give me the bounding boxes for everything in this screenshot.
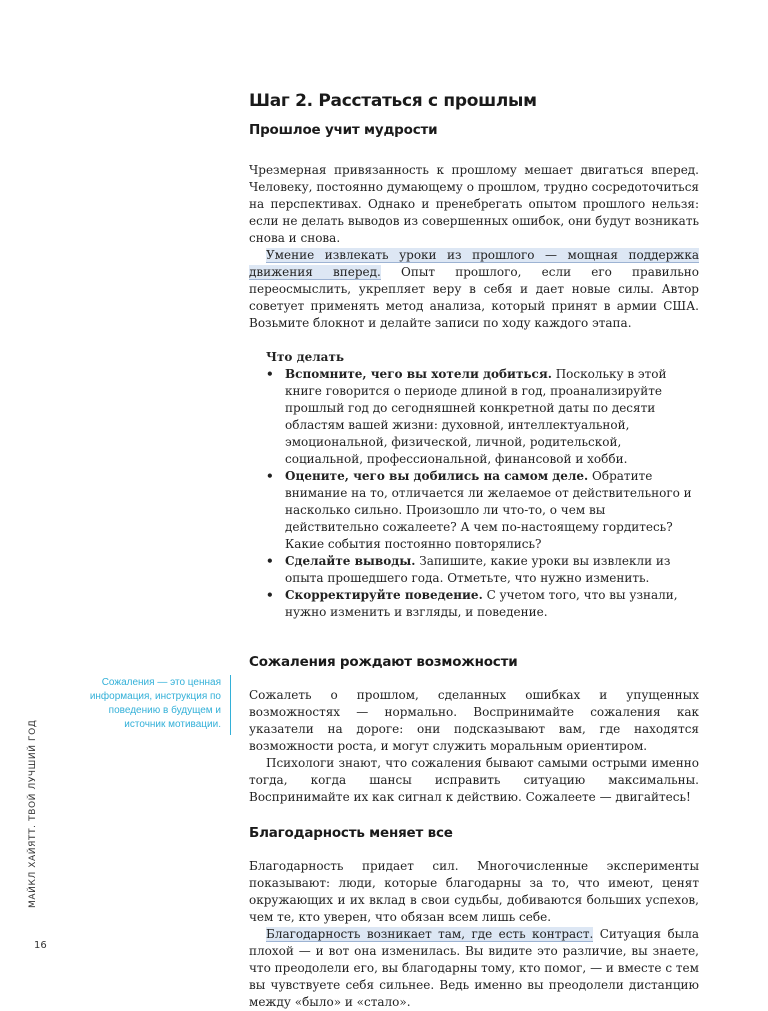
section-heading-gratitude: Благодарность меняет все — [249, 825, 453, 841]
list-item — [266, 468, 698, 553]
section-heading-regrets: Сожаления рождают возможности — [249, 654, 518, 670]
margin-note-rule — [230, 675, 231, 735]
highlighted-text: Благодарность возникает там, где есть контраст. — [266, 927, 594, 941]
paragraph — [249, 247, 699, 332]
todo-list — [266, 366, 698, 621]
list-item — [266, 587, 698, 621]
list-item-text: Поскольку в этой книге говорится о периоде длиной в год, проанализируйте прошлый год до сегодняшней конкретной даты по десяти областям вашей жизни: духовной, интеллектуальной, эмоциональной, физической, личной, родительской, социальной, профессиональной, финансовой и хобби. — [285, 367, 667, 466]
step-heading: Шаг 2. Расстаться с прошлым — [249, 91, 537, 111]
todo-title: Что делать — [266, 350, 345, 364]
list-item-lead: Скорректируйте поведение. — [285, 588, 483, 602]
list-item-text: Обратите внимание на то, отличается ли желаемое от действительного и насколько сильно. Произошло ли что-то, о чем вы действительно сожалеете? А чем по-настоящему гордитесь? Какие события постоянно повторялись? — [285, 469, 692, 551]
list-item-text: С учетом того, что вы узнали, нужно изменить и взгляды, и поведение. — [285, 588, 678, 619]
paragraph: Чрезмерная привязанность к прошлому мешает двигаться вперед. Человеку, постоянно думающему о прошлом, трудно сосредоточиться на перспективах. Однако и пренебрегать опытом прошлого нельзя: если не делать выводов из совершенных ошибок, они будут возникать снова и снова. — [249, 163, 699, 245]
list-item-text: Запишите, какие уроки вы извлекли из опыта прошедшего года. Отметьте, что нужно изменить. — [285, 554, 671, 585]
list-item-lead: Сделайте выводы. — [285, 554, 416, 568]
list-item-lead: Вспомните, чего вы хотели добиться. — [285, 367, 552, 381]
list-item-lead: Оцените, чего вы добились на самом деле. — [285, 469, 589, 483]
list-item — [266, 553, 698, 587]
margin-note: Сожаления — это ценная информация, инструкция по поведению в будущем и источник мотивации. — [89, 677, 221, 730]
highlighted-text: Умение извлекать уроки из прошлого — мощная поддержка движения вперед. — [249, 248, 699, 279]
section-heading-past: Прошлое учит мудрости — [249, 122, 438, 138]
paragraph: Психологи знают, что сожаления бывают самыми острыми именно тогда, когда шансы исправить ситуацию максимальны. Воспринимайте их как сигнал к действию. Сожалеете — двигайтесь! — [249, 756, 699, 804]
paragraph: Сожалеть о прошлом, сделанных ошибках и упущенных возможностях — нормально. Воспринимайте сожаления как указатели на дороге: они подсказывают вам, где находятся возможности роста, и могут служить моральным ориентиром. — [249, 688, 699, 753]
todo-box — [266, 349, 698, 621]
paragraph-text: Ситуация была плохой — и вот она изменилась. Вы видите это различие, вы знаете, что преодолели его, вы благодарны тому, кто помог, — и вместе с тем вы чувствуете себя сильнее. Ведь именно вы преодолели дистанцию между «было» и «стало». — [249, 927, 699, 1009]
paragraph — [249, 926, 699, 1011]
main-column — [249, 90, 699, 1011]
paragraph-text: Опыт прошлого, если его правильно переосмыслить, укрепляет веру в себя и дает новые силы. Автор советует применять метод анализа, который принят в армии США. Возьмите блокнот и делайте записи по ходу каждого этапа. — [249, 265, 700, 330]
page-number: 16 — [34, 940, 47, 951]
list-item — [266, 366, 698, 468]
running-title: МАЙКЛ ХАЙЯТТ. ТВОЙ ЛУЧШИЙ ГОД — [28, 719, 38, 908]
paragraph: Благодарность придает сил. Многочисленные эксперименты показывают: люди, которые благодарны за то, что имеют, ценят окружающих и их вклад в свои судьбы, добиваются больших успехов, чем те, кто уверен, что обязан всем лишь себе. — [249, 859, 699, 924]
